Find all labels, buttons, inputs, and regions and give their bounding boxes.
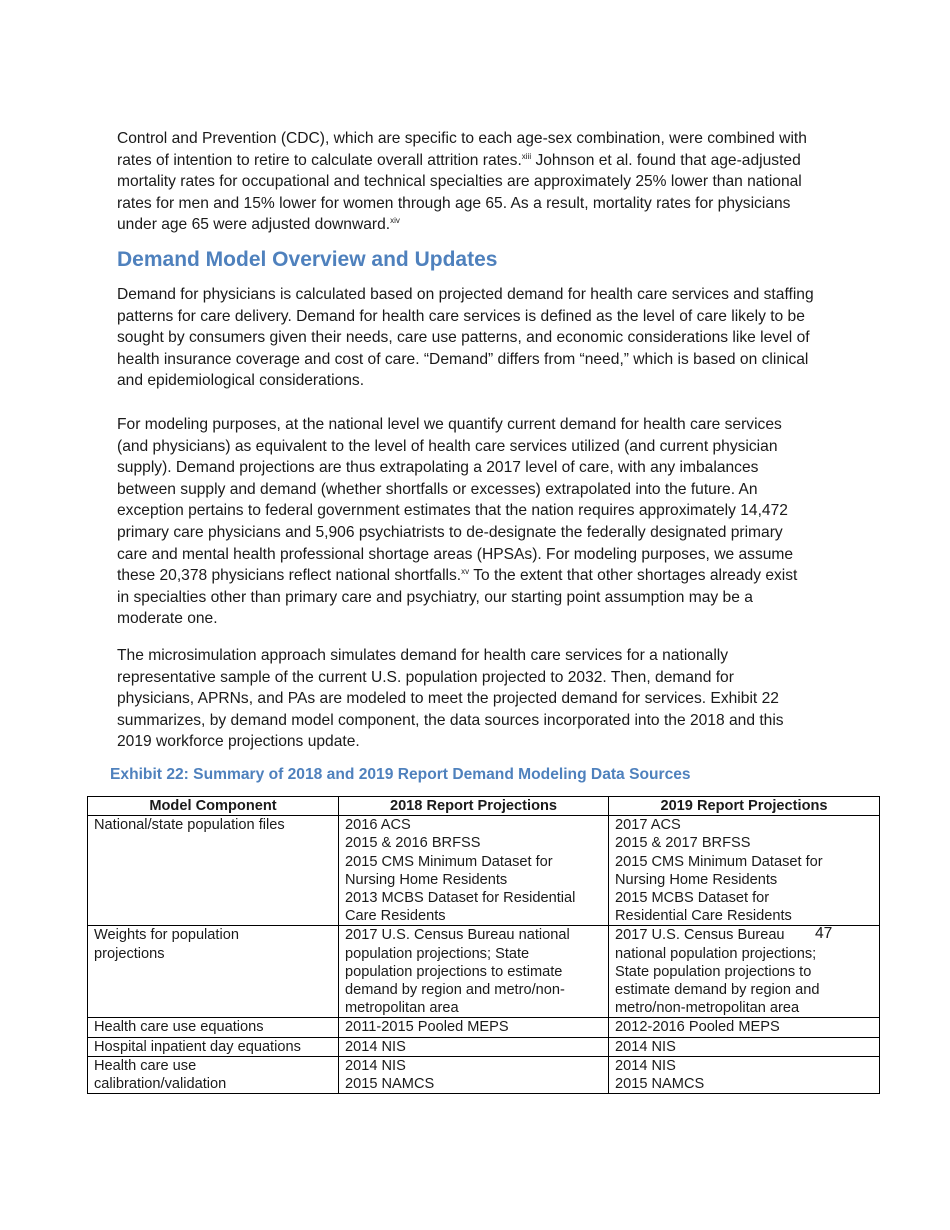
header-model-component: Model Component xyxy=(88,797,339,816)
cell-line: population projections; State xyxy=(345,945,530,962)
cell-line: estimate demand by region and xyxy=(615,982,820,999)
table-row xyxy=(88,1018,880,1037)
paragraph-attrition xyxy=(117,128,807,236)
text-line xyxy=(117,522,797,544)
text-line xyxy=(117,193,807,215)
table-cell xyxy=(339,816,609,926)
table-cell xyxy=(339,926,609,1018)
text-line xyxy=(117,349,814,371)
text-line xyxy=(117,688,784,710)
cell-line: projections xyxy=(94,945,165,962)
text-line xyxy=(117,544,797,566)
text-line xyxy=(117,436,797,458)
cell-line: 2012-2016 Pooled MEPS xyxy=(615,1019,780,1036)
text-line xyxy=(117,587,797,609)
cell-line: National/state population files xyxy=(94,817,285,834)
text-run: (and physicians) as equivalent to the level of health care services utilized (and current physician xyxy=(117,437,778,455)
text-line xyxy=(117,306,814,328)
cell-line: 2017 U.S. Census Bureau national xyxy=(345,927,570,944)
table-row xyxy=(88,816,880,926)
table-cell xyxy=(609,1037,880,1056)
text-run: between supply and demand (whether shortfalls or excesses) extrapolated into the future. An xyxy=(117,480,758,498)
cell-line: 2015 MCBS Dataset for xyxy=(615,890,770,907)
table-cell xyxy=(609,1018,880,1037)
text-run: physicians, APRNs, and PAs are modeled to meet the projected demand for services. Exhibit 22 xyxy=(117,690,779,708)
text-line xyxy=(117,284,814,306)
exhibit-caption: Exhibit 22: Summary of 2018 and 2019 Report Demand Modeling Data Sources xyxy=(110,766,691,783)
cell-line: 2016 ACS xyxy=(345,817,411,834)
header-2018-projections: 2018 Report Projections xyxy=(339,797,609,816)
text-line xyxy=(117,645,784,667)
cell-line: 2011-2015 Pooled MEPS xyxy=(345,1019,509,1036)
footnote-ref[interactable]: xiii xyxy=(521,151,532,161)
cell-line: 2013 MCBS Dataset for Residential xyxy=(345,890,576,907)
cell-line: 2017 U.S. Census Bureau xyxy=(615,927,785,944)
paragraph-modeling-purposes xyxy=(117,414,797,630)
cell-line: Care Residents xyxy=(345,908,446,925)
cell-line: 2017 ACS xyxy=(615,817,681,834)
paragraph-microsimulation xyxy=(117,645,784,753)
table-cell xyxy=(339,1018,609,1037)
cell-line: Nursing Home Residents xyxy=(615,871,778,888)
cell-line: 2015 & 2017 BRFSS xyxy=(615,835,751,852)
text-line xyxy=(117,565,797,587)
header-2019-projections: 2019 Report Projections xyxy=(609,797,880,816)
table-cell xyxy=(88,926,339,1018)
text-run: patterns for care delivery. Demand for health care services is defined as the level of care likely to be xyxy=(117,307,805,325)
text-line xyxy=(117,150,807,172)
cell-line: 2015 & 2016 BRFSS xyxy=(345,835,481,852)
text-line xyxy=(117,171,807,193)
cell-line: Residential Care Residents xyxy=(615,908,792,925)
text-run: Control and Prevention (CDC), which are specific to each age-sex combination, were combined with xyxy=(117,130,807,147)
table-cell xyxy=(88,816,339,926)
text-run: exception pertains to federal government estimates that the nation requires approximately 14,472 xyxy=(117,502,788,520)
table-row xyxy=(88,1056,880,1093)
table-cell xyxy=(88,1056,339,1093)
paragraph-demand-definition xyxy=(117,284,814,392)
table-cell xyxy=(339,1056,609,1093)
cell-line: Health care use equations xyxy=(94,1019,264,1036)
table-cell xyxy=(88,1037,339,1056)
text-run: For modeling purposes, at the national level we quantify current demand for health care services xyxy=(117,416,782,433)
footnote-ref[interactable]: xv xyxy=(461,567,470,577)
text-run: care and mental health professional shortage areas (HPSAs). For modeling purposes, we assume xyxy=(117,545,794,563)
cell-line: Health care use xyxy=(94,1057,197,1074)
text-run: these 20,378 physicians reflect national shortfalls. xyxy=(117,567,462,585)
cell-line: 2014 NIS xyxy=(615,1057,676,1074)
table-header-row xyxy=(88,797,880,816)
text-line xyxy=(117,370,814,392)
text-line xyxy=(117,731,784,753)
text-run: 2019 workforce projections update. xyxy=(117,733,360,751)
cell-line: State population projections to xyxy=(615,963,812,980)
text-run: and epidemiological considerations. xyxy=(117,372,365,390)
text-run: rates for men and 15% lower for women through age 65. As a result, mortality rates for physicians xyxy=(117,194,791,212)
text-run: moderate one. xyxy=(117,610,218,628)
text-run: representative sample of the current U.S. population projected to 2032. Then, demand for xyxy=(117,668,734,686)
section-heading: Demand Model Overview and Updates xyxy=(117,248,498,271)
cell-line: metro/non-metropolitan area xyxy=(615,1000,800,1017)
text-line xyxy=(117,327,814,349)
cell-line: 2015 NAMCS xyxy=(345,1076,435,1093)
table-cell xyxy=(609,926,880,1018)
cell-line: 2015 CMS Minimum Dataset for xyxy=(345,853,553,870)
text-line xyxy=(117,710,784,732)
text-run: Demand for physicians is calculated based on projected demand for health care services and staffing xyxy=(117,286,814,303)
text-run: supply). Demand projections are thus extrapolating a 2017 level of care, with any imbalances xyxy=(117,459,759,477)
text-run: Johnson et al. found that age-adjusted xyxy=(531,151,801,169)
text-run: under age 65 were adjusted downward. xyxy=(117,216,391,234)
text-run: sought by consumers given their needs, care use patterns, and economic considerations like level of xyxy=(117,329,810,347)
table-cell xyxy=(88,1018,339,1037)
page-number: 47 xyxy=(815,925,833,942)
text-line xyxy=(117,128,807,150)
table-cell xyxy=(609,816,880,926)
cell-line: 2015 CMS Minimum Dataset for xyxy=(615,853,823,870)
text-run: in specialties other than primary care and psychiatry, our starting point assumption may be a xyxy=(117,588,753,606)
cell-line: 2014 NIS xyxy=(345,1057,406,1074)
text-line xyxy=(117,457,797,479)
table-row xyxy=(88,1037,880,1056)
cell-line: population projections to estimate xyxy=(345,963,563,980)
text-line xyxy=(117,214,807,236)
table-cell xyxy=(339,1037,609,1056)
text-run: health insurance coverage and cost of care. “Demand” differs from “need,” which is based on clinical xyxy=(117,350,809,368)
text-run: mortality rates for occupational and technical specialties are approximately 25% lower than national xyxy=(117,173,802,191)
text-run: summarizes, by demand model component, the data sources incorporated into the 2018 and this xyxy=(117,711,784,729)
text-line xyxy=(117,667,784,689)
cell-line: Hospital inpatient day equations xyxy=(94,1038,301,1055)
text-line xyxy=(117,608,797,630)
text-line xyxy=(117,500,797,522)
data-sources-table xyxy=(87,796,880,1094)
table-cell xyxy=(609,1056,880,1093)
text-line xyxy=(117,479,797,501)
cell-line: 2014 NIS xyxy=(615,1038,676,1055)
cell-line: national population projections; xyxy=(615,945,817,962)
table-row xyxy=(88,926,880,1018)
text-line xyxy=(117,414,797,436)
text-run: primary care physicians and 5,906 psychiatrists to de-designate the federally designated primary xyxy=(117,523,783,541)
text-run: The microsimulation approach simulates demand for health care services for a nationally xyxy=(117,647,729,664)
text-run: rates of intention to retire to calculate overall attrition rates. xyxy=(117,151,522,169)
cell-line: calibration/validation xyxy=(94,1076,227,1093)
cell-line: Nursing Home Residents xyxy=(345,871,508,888)
cell-line: 2015 NAMCS xyxy=(615,1076,705,1093)
cell-line: Weights for population xyxy=(94,927,239,944)
text-run: To the extent that other shortages already exist xyxy=(469,567,798,585)
cell-line: 2014 NIS xyxy=(345,1038,406,1055)
cell-line: metropolitan area xyxy=(345,1000,459,1017)
footnote-ref[interactable]: xiv xyxy=(390,216,400,226)
cell-line: demand by region and metro/non- xyxy=(345,982,565,999)
